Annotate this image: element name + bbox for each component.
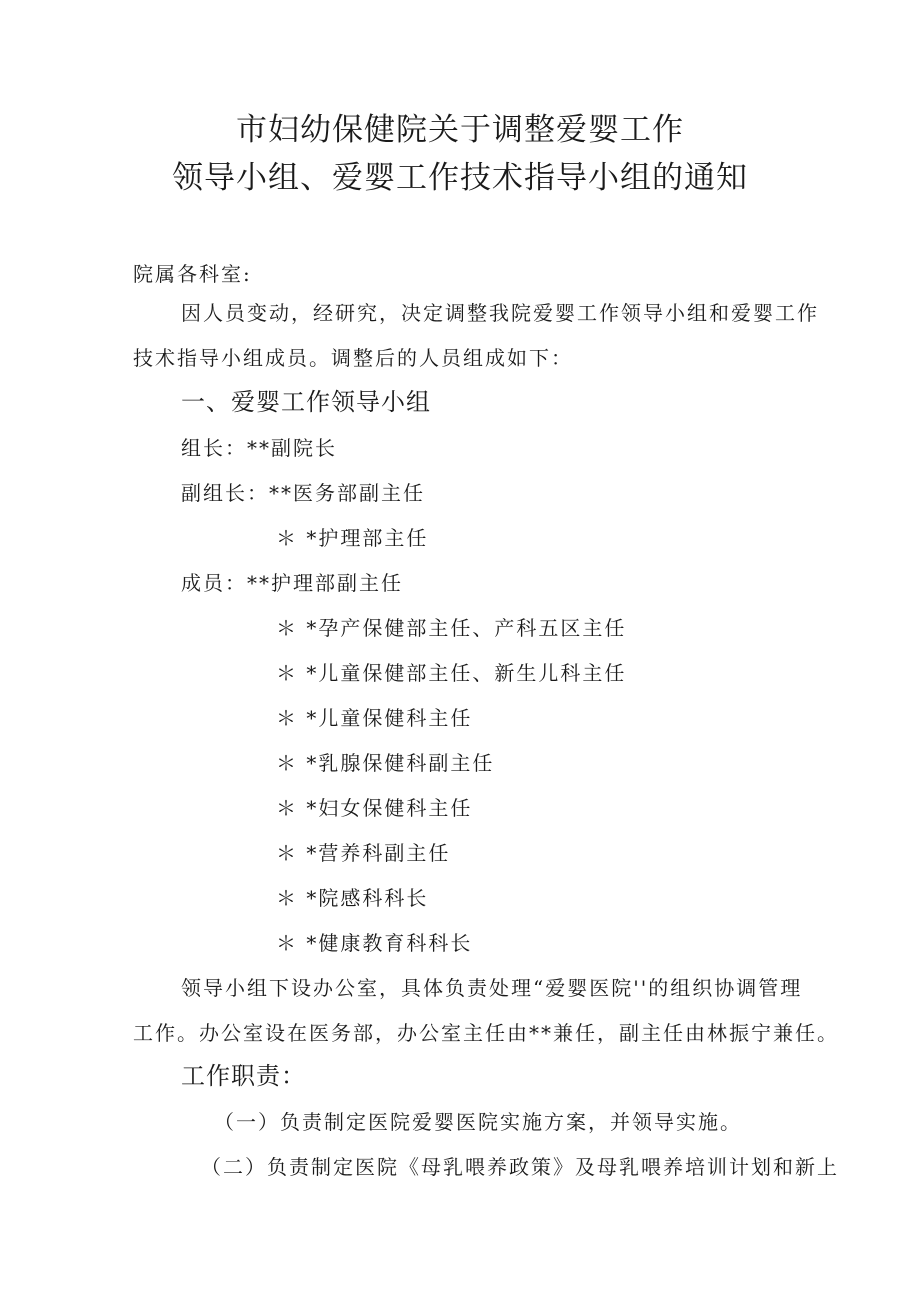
list-item: ＊ *儿童保健部主任、新生儿科主任: [276, 661, 627, 685]
office-paragraph-line-1: 领导小组下设办公室，具体负责处理“爱婴医院''的组织协调管理: [181, 976, 803, 1000]
duty-item-2: （二）负责制定医院《母乳喂养政策》及母乳喂养培训计划和新上: [201, 1155, 839, 1179]
list-item: ＊ *健康教育科科长: [276, 931, 473, 955]
document-title-line-1: 市妇幼保健院关于调整爱婴工作: [236, 112, 684, 148]
list-item: ＊ *孕产保健部主任、产科五区主任: [276, 616, 627, 640]
deputy-group-leader-2: ＊ *护理部主任: [276, 526, 429, 550]
group-leader: 组长：**副院长: [181, 436, 337, 460]
deputy-group-leader: 副组长：**医务部副主任: [181, 481, 425, 505]
list-item: ＊ *乳腺保健科副主任: [276, 751, 495, 775]
members-label: 成员：**护理部副主任: [181, 571, 403, 595]
list-item: ＊ *妇女保健科主任: [276, 796, 473, 820]
office-paragraph-line-2: 工作。办公室设在医务部，办公室主任由**兼任，副主任由林振宁兼任。: [133, 1021, 839, 1045]
duty-item-1: （一）负责制定医院爱婴医院实施方案，并领导实施。: [214, 1110, 742, 1134]
salutation: 院属各科室:: [133, 262, 252, 286]
section-heading-leadership-group: 一、爱婴工作领导小组: [181, 388, 431, 416]
list-item: ＊ *营养科副主任: [276, 841, 451, 865]
document-title-line-2: 领导小组、爱婴工作技术指导小组的通知: [172, 160, 748, 196]
intro-paragraph-line-1: 因人员变动，经研究，决定调整我院爱婴工作领导小组和爱婴工作: [181, 301, 819, 325]
list-item: ＊ *儿童保健科主任: [276, 706, 473, 730]
duties-heading: 工作职责：: [181, 1062, 306, 1090]
intro-paragraph-line-2: 技术指导小组成员。调整后的人员组成如下：: [133, 346, 573, 370]
list-item: ＊ *院感科科长: [276, 886, 429, 910]
